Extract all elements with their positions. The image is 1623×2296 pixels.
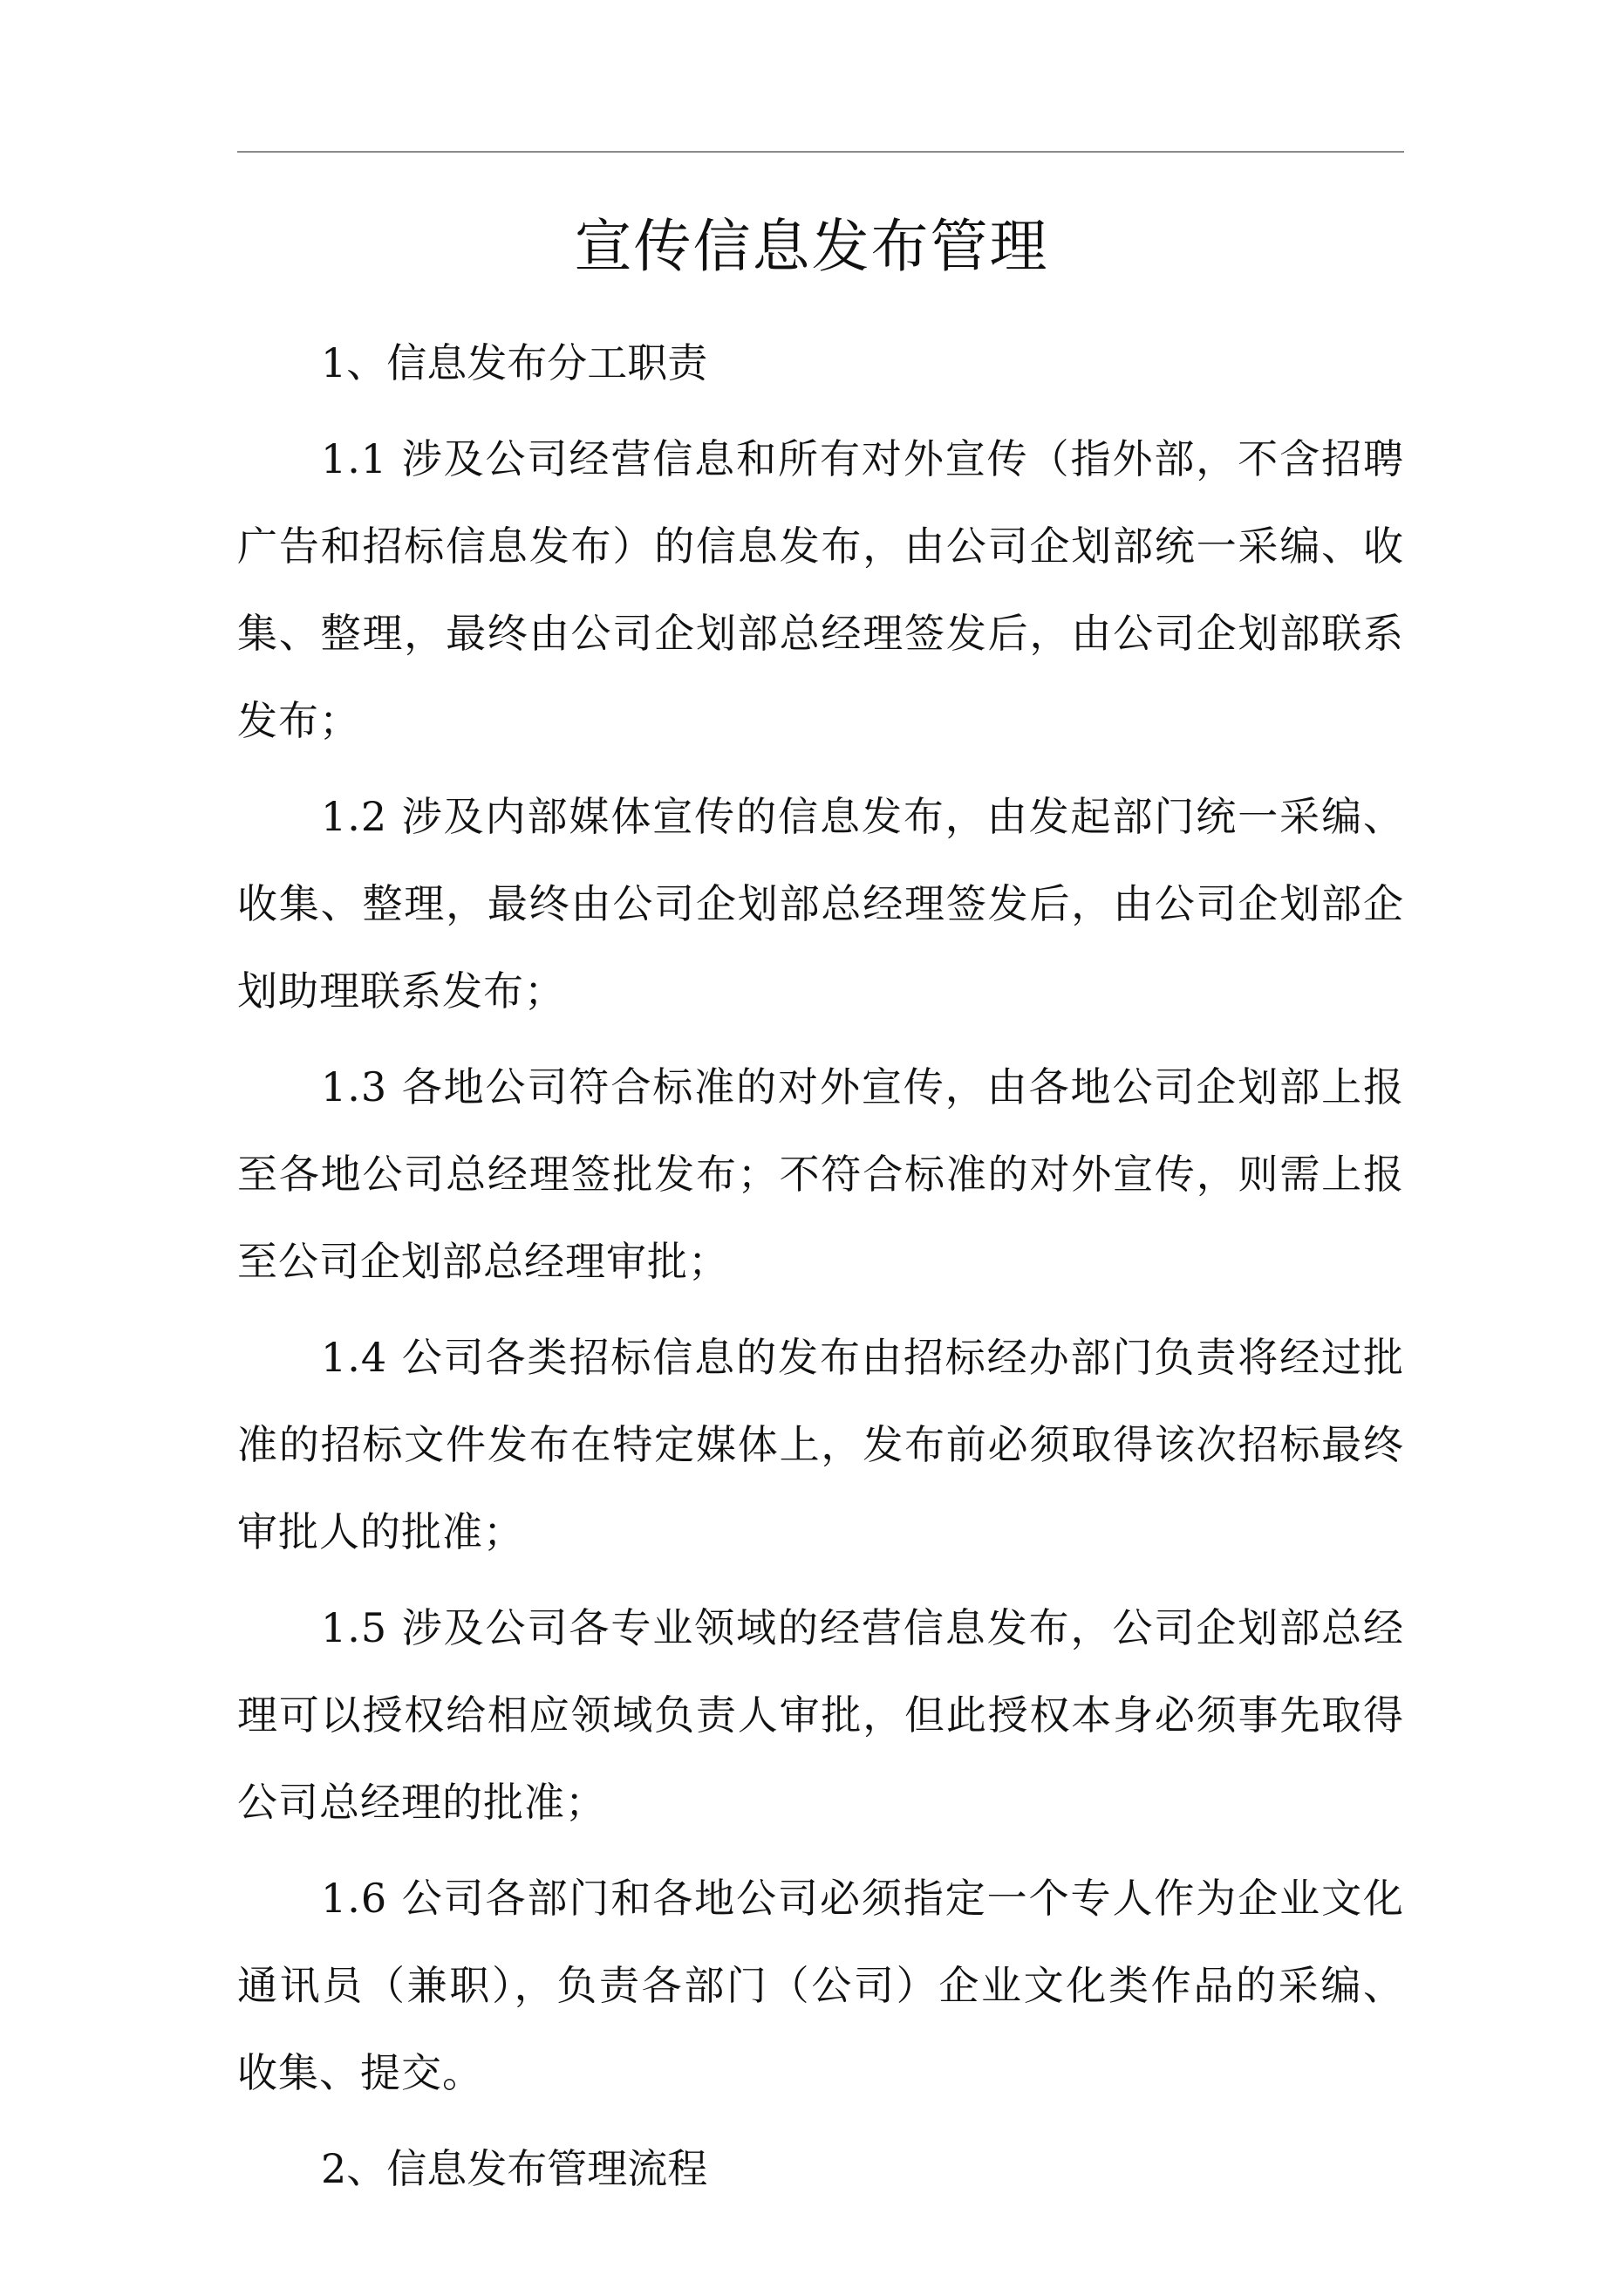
paragraph-1-2: 1.2 涉及内部媒体宣传的信息发布，由发起部门统一采编、收集、整理，最终由公司企划部总经理签发后，由公司企划部企划助理联系发布；: [237, 793, 1404, 1015]
paragraph-1-6: 1.6 公司各部门和各地公司必须指定一个专人作为企业文化通讯员（兼职），负责各部门（公司）企业文化类作品的采编、收集、提交。: [237, 1875, 1404, 2096]
document-title: 宣传信息发布管理: [574, 213, 1049, 280]
paragraph-1-5: 1.5 涉及公司各专业领域的经营信息发布，公司企划部总经理可以授权给相应领域负责人审批，但此授权本身必须事先取得公司总经理的批准；: [237, 1604, 1404, 1826]
paragraph-1-4: 1.4 公司各类招标信息的发布由招标经办部门负责将经过批准的招标文件发布在特定媒体上，发布前必须取得该次招标最终审批人的批准；: [237, 1334, 1404, 1555]
section-heading-1: 1、信息发布分工职责: [321, 339, 708, 386]
paragraph-1-1: 1.1 涉及公司经营信息和所有对外宣传（指外部，不含招聘广告和招标信息发布）的信息发布，由公司企划部统一采编、收集、整理，最终由公司企划部总经理签发后，由公司企划部联系发布；: [237, 435, 1404, 744]
document-body: [237, 319, 1404, 2221]
header-rule: [237, 151, 1404, 153]
paragraph-1-3: 1.3 各地公司符合标准的对外宣传，由各地公司企划部上报至各地公司总经理签批发布；不符合标准的对外宣传，则需上报至公司企划部总经理审批；: [237, 1063, 1404, 1285]
section-heading-2: 2、信息发布管理流程: [321, 2145, 708, 2192]
